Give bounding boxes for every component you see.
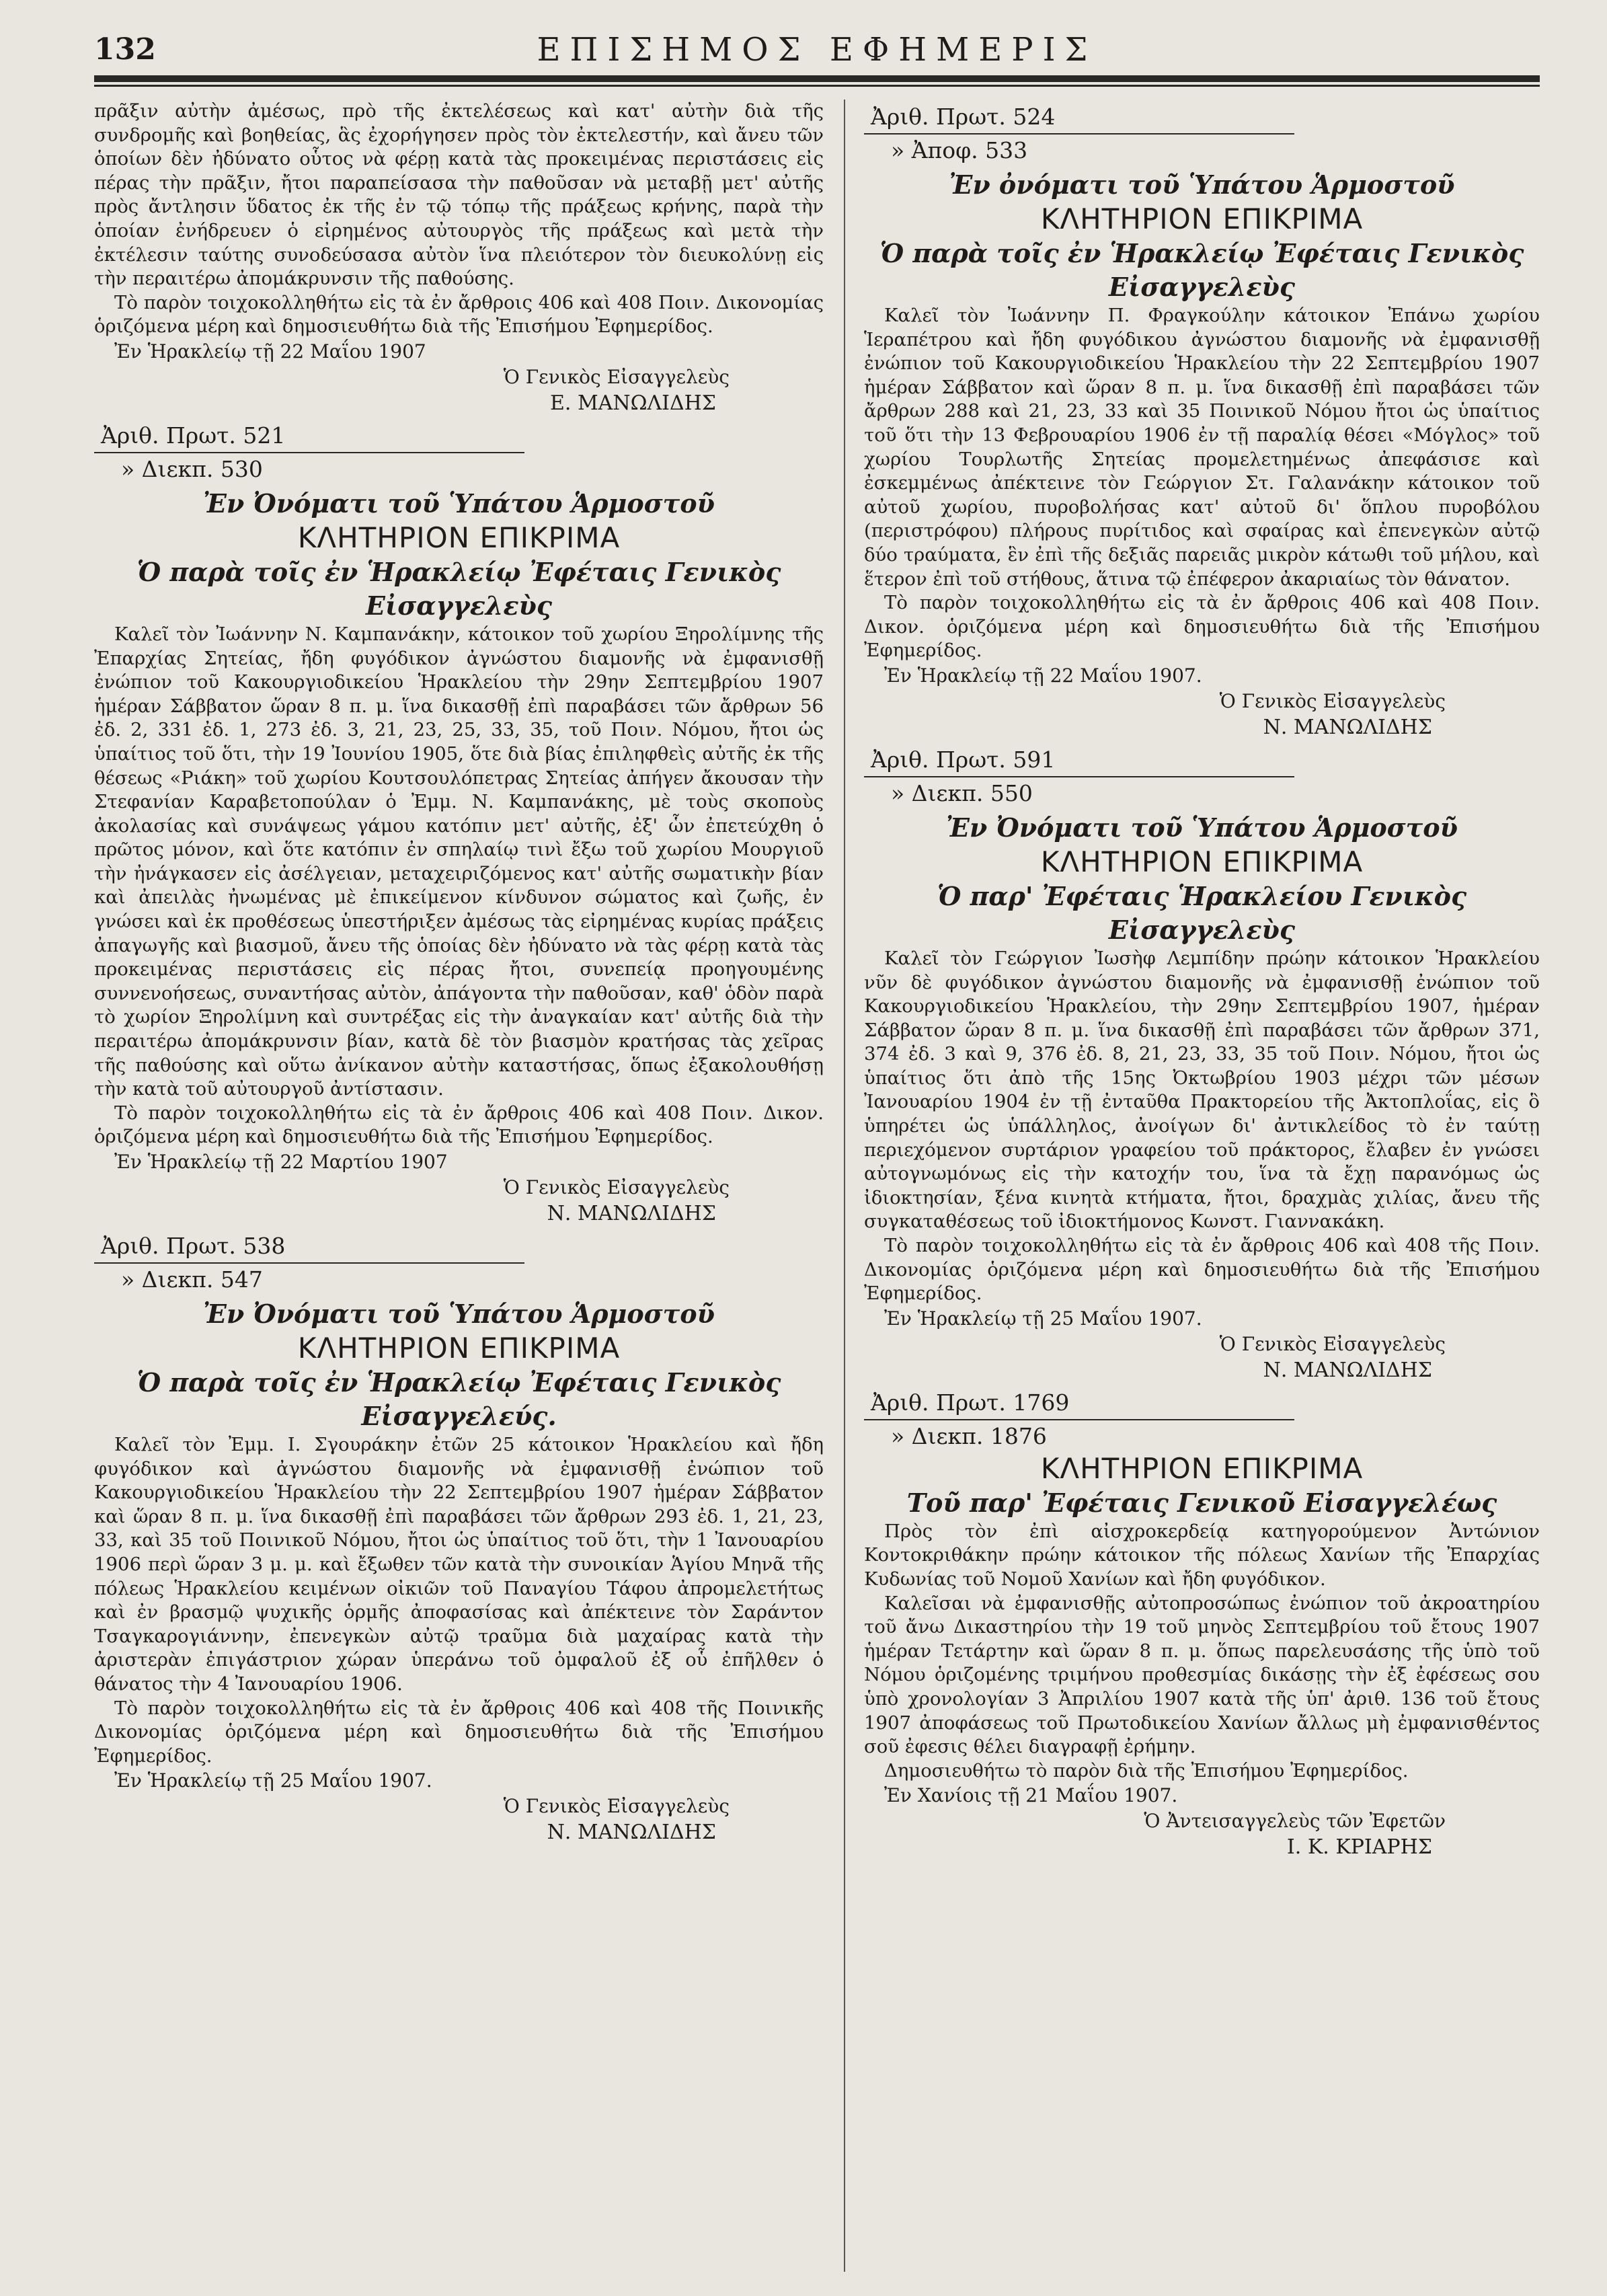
signer-title: Ὁ Γενικὸς Εἰσαγγελεὺς: [503, 1176, 730, 1198]
place-date: Ἐν Ἡρακλείῳ τῇ 25 Μαΐου 1907.: [884, 1307, 1202, 1330]
notice-posting: Τὸ παρὸν τοιχοκολληθήτω εἰς τὰ ἐν ἄρθροις 406 καὶ 408 τῆς Ποιν. Δικονομίας ὁριζόμενα μέρη καὶ δημοσιευθήτω διὰ τῆς Ἐπισήμου Ἐφημερίδος.: [864, 1235, 1540, 1305]
court-heading: ΚΛΗΤΗΡΙΟΝ ΕΠΙΚΡΙΜΑ: [1040, 845, 1364, 878]
notice-body: Πρὸς τὸν ἐπὶ αἰσχροκερδείᾳ κατηγορούμενον Ἀντώνιον Κοντοκριθάκην πρώην κάτοικον τῆς πόλεως Χανίων τῆς Ἐπαρχίας Κυδωνίας τοῦ Νομοῦ Χανίων καὶ ἤδη φυγόδικον.: [864, 1520, 1540, 1590]
continuation-posting: Τὸ παρὸν τοιχοκολληθήτω εἰς τὰ ἐν ἄρθροις 406 καὶ 408 Ποιν. Δικονομίας ὁριζόμενα μέρη καὶ δημοσιευθήτω διὰ τῆς Ἐπισήμου Ἐφημερίδος.: [94, 291, 824, 338]
notice-body-summons: Καλεῖσαι νὰ ἐμφανισθῇς αὐτοπροσώπως ἐνώπιον τοῦ ἀκροατηρίου τοῦ ἄνω Δικαστηρίου τὴν 19 τοῦ μηνὸς Σεπτεμβρίου τοῦ ἔτους 1907 ἡμέραν Τετάρτην καὶ ὥραν 8 π. μ. ὅπως παρελευσάσης τῆς ὑπὸ τοῦ Νόμου ὁριζομένης τριμήνου προθεσμίας δικάσῃς τὴν ἐξ ἐφέσεως σου ὑπὸ χρονολογίαν 3 Ἀπριλίου 1907 κατὰ τῆς ὑπ' ἀριθ. 136 τοῦ ἔτους 1907 ἀποφάσεως τοῦ Πρωτοδικείου Χανίων ἄλλως μὴ ἐμφανισθέντος σοῦ ἐφεσις θέλει διαγραφῇ ἐρήμην.: [864, 1592, 1540, 1758]
protocol-number: Ἀριθ. Πρωτ. 521: [101, 422, 286, 449]
place-date: Ἐν Ἡρακλείῳ τῇ 22 Μαρτίου 1907: [114, 1151, 448, 1173]
notice-body: Καλεῖ τὸν Ἰωάννην Ν. Καμπανάκην, κάτοικον τοῦ χωρίου Ξηρολίμνης τῆς Ἐπαρχίας Σητείας, ἤδη φυγόδικον ἀγνώστου διαμονῆς νὰ ἐμφανισθῇ ἐνώπιον τοῦ Κακουργιοδικείου Ἡρακλείου τὴν 29ην Σεπτεμβρίου 1907 ἡμέραν Σάββατον ὥραν 8 π. μ. ἵνα δικασθῇ ἐπὶ παραβάσει τῶν ἄρθρων 56 ἐδ. 2, 331 ἐδ. 1, 273 ἐδ. 3, 21, 23, 25, 33, 35, τοῦ Ποιν. Νόμου, ἤτοι ὡς ὑπαίτιος τοῦ ὅτι, τὴν 19 Ἰουνίου 1905, ὅτε διὰ βίας ἐπιληφθεὶς αὐτῆς ἐκ τῆς θέσεως «Ριάκη» τοῦ χωρίου Κουτσουλόπετρας Σητείας ἀπήγεν ἄκουσαν τὴν Στεφανίαν Καραβετοπούλαν ὁ Ἐμμ. Ν. Καμπανάκης, μὲ τοὺς σκοποὺς ἀκολασίας καὶ συνάψεως γάμου κατόπιν μετ' αὐτῆς, ἐξ' ὧν ἐπετεύχθη ὁ πρῶτος μόνον, καὶ ὅτε κατόπιν ἐν σπηλαίῳ τινὶ ἔξω τοῦ χωρίου Μουργιοῦ τὴν ἠνάγκασεν εἰς ἀσέλγειαν, μεταχειριζόμενος κατ' αὐτῆς σωματικὴν βίαν καὶ ἀπειλὰς ἠνωμένας μὲ ἐπικείμενον κίνδυνον σώματος καὶ ζωῆς, ἐν γνώσει καὶ ἐκ προθέσεως ὑπεστήριξεν ἀμέσως τὰς εἰρημένας κυρίας πράξεις ἀπαγωγῆς καὶ βιασμοῦ, ἄνευ τῆς ὁποίας δὲν ἠδύνατο νὰ τὰς φέρῃ κατὰ τὰς προκειμένας περιστάσεις εἰς πέρας ἤτοι, συνεπείᾳ προηγουμένης συννενοήσεως, συναντήσας αὐτὸν, ἀπάγοντα τὴν παθοῦσαν, καθ' ὁδὸν παρὰ τὸ χωρίον Ξηρολίμνη καὶ συντρέξας εἰς τὴν ἀναγκαίαν κατ' αὐτῆς διὰ τὴν περαιτέρω ἀπομάκρυνσιν βίαν, κατὰ δὲ τὸν βιασμὸν κρατήσας τὰς χεῖρας τῆς παθούσης καὶ οὕτω ἀνίκανον αὐτὴν καταστήσας, ὅπως ἐξακολουθήσῃ τὴν κατὰ τοῦ αὐτουργοῦ ἀντίστασιν.: [94, 623, 824, 1100]
notice-body: Καλεῖ τὸν Ἰωάννην Π. Φραγκούλην κάτοικον Ἐπάνω χωρίου Ἱεραπέτρου καὶ ἤδη φυγόδικου ἀγνώστου διαμονῆς νὰ ἐμφανισθῇ ἐνώπιον τοῦ Κακουργιοδικείου Ἡρακλείου τὴν 22 Σεπτεμβρίου 1907 ἡμέραν Σάββατον καὶ ὥραν 8 π. μ. ἵνα δικασθῇ ἐπὶ παραβάσει τῶν ἄρθρων 288 καὶ 21, 23, 33 καὶ 35 Ποινικοῦ Νόμου ἤτοι ὡς ὑπαίτιος τοῦ ὅτι τὴν 13 Φεβρουαρίου 1906 ἐν τῇ παραλίᾳ θέσει «Μόγλος» τοῦ χωρίου Τουρλωτῆς Σητείας προμελετημένως ἀπεφάσισε καὶ ἐσκεμμένως ἀπέκτεινε τὸν Γεώργιον Στ. Γαλανάκην κάτοικον τοῦ αὐτοῦ χωρίου, πυροβολήσας κατ' αὐτοῦ δι' ὅπλου πυροβόλου (περιστρόφου) πλήρους πυρίτιδος καὶ σφαίρας καὶ ἐπενεγκὼν αὐτῷ δύο τραύματα, ἓν ἐπὶ τῆς δεξιᾶς παρειᾶς μικρὸν κάτωθι τοῦ μήλου, καὶ ἕτερον ἐπὶ τοῦ στήθους, ἅτινα τῷ ἐπέφερον ἀκαριαίως τὸν θάνατον.: [864, 305, 1540, 590]
left-column: [94, 100, 824, 2272]
protocol-number: Ἀριθ. Πρωτ. 524: [871, 104, 1056, 130]
ref-rule: [94, 1262, 524, 1264]
in-name-heading: Ἐν Ὀνόματι τοῦ Ὑπάτου Ἁρμοστοῦ: [203, 488, 715, 519]
place-date: Ἐν Χανίοις τῇ 21 Μαΐου 1907.: [884, 1784, 1178, 1807]
continuation-signer-title: Ὁ Γενικὸς Εἰσαγγελεὺς: [503, 365, 730, 388]
ruling-number: » Διεκπ. 547: [121, 1266, 263, 1293]
ref-rule: [864, 133, 1294, 135]
ruling-number: » Διεκπ. 530: [121, 455, 263, 482]
signer-name: Ν. ΜΑΝΩΛΙΔΗΣ: [547, 1202, 716, 1225]
signer-name: Ν. ΜΑΝΩΛΙΔΗΣ: [1263, 715, 1432, 739]
in-name-heading: Ἐν ὀνόματι τοῦ Ὑπάτου Ἁρμοστοῦ: [949, 169, 1455, 200]
notice-body: Καλεῖ τὸν Ἐμμ. Ι. Σγουράκην ἐτῶν 25 κάτοικον Ἡρακλείου καὶ ἤδη φυγόδικον καὶ ἀγνώστου διαμονῆς νὰ ἐμφανισθῇ ἐνώπιον τοῦ Κακουργιοδικείου Ἡρακλείου τὴν 22 Σεπτεμβρίου 1907 ἡμέραν Σάββατον καὶ ὥραν 8 π. μ. ἵνα δικασθῇ ἐπὶ παραβάσει τῶν ἄρθρων 293 ἐδ. 1, 21, 23, 33, καὶ 35 τοῦ Ποινικοῦ Νόμου, ἤτοι ὡς ὑπαίτιος τοῦ ὅτι, τὴν 1 Ἰανουαρίου 1906 περὶ ὥραν 3 μ. μ. καὶ ἔξωθεν τῶν κατὰ τὴν συνοικίαν Ἁγίου Μηνᾶ τῆς πόλεως Ἡρακλείου κειμένων οἰκιῶν τοῦ Παναγίου Τάφου ἀπρομελετήτως καὶ ἐν βρασμῷ ψυχικῆς ὁρμῆς ἀποφασίσας καὶ ἀπέκτεινε τὸν Σαράντον Τσαγκαρογιάννην, ἐπενεγκὼν αὐτῷ τραῦμα διὰ μαχαίρας κατὰ τὴν ἀριστερὰν ἐπιγάστριον χώραν ὑπεράνω τοῦ ὀμφαλοῦ ἐξ οὗ ἐπῆλθεν ὁ θάνατος τὴν 4 Ἰανουαρίου 1906.: [94, 1434, 824, 1695]
journal-title: ΕΠΙΣΗΜΟΣ ΕΦΗΜΕΡΙΣ: [537, 31, 1097, 69]
signer-title: Ὁ Γενικὸς Εἰσαγγελεὺς: [1219, 689, 1446, 712]
page-number: 132: [94, 32, 156, 67]
signer-name: Ι. Κ. ΚΡΙΑΡΗΣ: [1286, 1835, 1432, 1860]
ref-rule: [94, 452, 524, 453]
notice-posting: Δημοσιευθήτω τὸ παρὸν διὰ τῆς Ἐπισήμου Ἐφημερίδος.: [884, 1759, 1409, 1782]
notice-524: [864, 102, 1540, 741]
column-divider: [844, 100, 845, 2272]
office-heading: Ὁ παρὰ τοῖς ἐν Ἡρακλείῳ Ἐφέταις Γενικὸς Εἰσαγγελεὺς: [879, 238, 1524, 302]
notice-538: [94, 1231, 824, 1846]
signer-title: Ὁ Γενικὸς Εἰσαγγελεὺς: [1219, 1332, 1446, 1355]
notice-posting: Τὸ παρὸν τοιχοκολληθήτω εἰς τὰ ἐν ἄρθροις 406 καὶ 408 τῆς Ποινικῆς Δικονομίας ὁριζόμενα μέρη καὶ δημοσιευθήτω διὰ τῆς Ἐπισήμου Ἐφημερίδος.: [94, 1697, 824, 1767]
notice-521: [94, 421, 824, 1227]
signer-title: Ὁ Γενικὸς Εἰσαγγελεὺς: [503, 1795, 730, 1818]
signer-name: Ν. ΜΑΝΩΛΙΔΗΣ: [547, 1821, 716, 1845]
continuation-signer-name: Ε. ΜΑΝΩΛΙΔΗΣ: [549, 391, 716, 415]
page-header: [94, 27, 1540, 94]
office-heading: Ὁ παρ' Ἐφέταις Ἡρακλείου Γενικὸς Εἰσαγγελεὺς: [937, 880, 1467, 945]
continuation-paragraph: πρᾶξιν αὐτὴν ἀμέσως, πρὸ τῆς ἐκτελέσεως καὶ κατ' αὐτὴν διὰ τῆς συνδρομῆς καὶ βοηθείας, ἃς ἐχορήγησεν πρὸς τὸν ἐκτελεστήν, καὶ ἄνευ τῶν ὁποίων δὲν ἠδύνατο οὗτος νὰ φέρῃ κατὰ τὰς προκειμένας περιστάσεις εἰς πέρας τὴν πρᾶξιν, ἤτοι παραπείσασα τὴν παθοῦσαν νὰ μεταβῇ μετ' αὐτῆς πρὸς ἄντλησιν ὕδατος ἐκ τῆς ἐν τῷ τόπῳ τῆς πράξεως κρήνης, παρὰ τὴν ὁποίαν ἐνήδρευεν ὁ εἰρημένος αὐτουργὸς τῆς πράξεως καὶ μετὰ τὴν ἐκτέλεσιν ταύτης συνοδεύσασα αὐτὸν ἵνα πλειότερον τὸν διευκολύνῃ εἰς τὴν περαιτέρω ἀπομάκρυνσιν τῆς παθούσης.: [94, 100, 824, 290]
header-rule: [94, 75, 1540, 82]
office-heading: Τοῦ παρ' Ἐφέταις Γενικοῦ Εἰσαγγελέως: [906, 1487, 1497, 1518]
ref-rule: [864, 1419, 1294, 1420]
right-column: [864, 100, 1540, 2272]
ref-rule: [864, 776, 1294, 777]
notice-1769: [864, 1388, 1540, 1862]
protocol-number: Ἀριθ. Πρωτ. 538: [101, 1233, 286, 1259]
notice-posting: Τὸ παρὸν τοιχοκολληθήτω εἰς τὰ ἐν ἄρθροις 406 καὶ 408 Ποιν. Δικον. ὁριζόμενα μέρη καὶ δημοσιευθήτω διὰ τῆς Ἐπισήμου Ἐφημερίδος.: [864, 592, 1540, 662]
signer-title: Ὁ Ἀντεισαγγελεὺς τῶν Ἐφετῶν: [1144, 1810, 1446, 1833]
place-date: Ἐν Ἡρακλείῳ τῇ 22 Μαΐου 1907.: [884, 664, 1202, 687]
signer-name: Ν. ΜΑΝΩΛΙΔΗΣ: [1263, 1358, 1432, 1382]
notice-body: Καλεῖ τὸν Γεώργιον Ἰωσὴφ Λεμπίδην πρώην κάτοικον Ἡρακλείου νῦν δὲ φυγόδικον ἀγνώστου διαμονῆς νὰ ἐμφανισθῇ ἐνώπιον τοῦ Κακουργιοδικείου Ἡρακλείου, τὴν 29ην Σεπτεμβρίου 1907, ἡμέραν Σάββατον ὥραν 8 π. μ. ἵνα δικασθῇ ἐπὶ παραβάσει τῶν ἄρθρων 371, 374 ἐδ. 3 καὶ 9, 376 ἐδ. 8, 21, 23, 33, 35 τοῦ Ποιν. Νόμου, ἤτοι ὡς ὑπαίτιος ὅτι ἀπὸ τῆς 15ης Ὀκτωβρίου 1903 μέχρι τῶν μέσων Ἰανουαρίου 1904 ἐν τῇ ἐνταῦθα Πρακτορείου τῆς Ἀκτοπλοΐας, εἰς ὃ ὑπηρέτει ὡς ὑπάλληλος, ἀνοίγων δι' ἀντικλείδος τὸ ἐν ταύτῃ περιεχόμενον συρτάριον γραφείου τοῦ πράκτορος, ἔλαβεν ἐν γνώσει αὐτογνωμόνως εἰς τὴν κατοχήν του, ἵνα τὰ ἔχῃ παρανόμως ὡς ἰδιοκτησίαν, ξένα κινητὰ κτήματα, ἤτοι, δραχμὰς χιλίας, ἄνευ τῆς συγκαταθέσεως τοῦ ἰδιοκτήμονος Κωνστ. Γιαννακάκη.: [864, 947, 1540, 1233]
continued-notice: [94, 100, 824, 417]
protocol-number: Ἀριθ. Πρωτ. 591: [871, 746, 1056, 773]
court-heading: ΚΛΗΤΗΡΙΟΝ ΕΠΙΚΡΙΜΑ: [1040, 202, 1364, 235]
court-heading: ΚΛΗΤΗΡΙΟΝ ΕΠΙΚΡΙΜΑ: [1040, 1451, 1364, 1485]
header-rule-thin: [94, 85, 1540, 87]
place-date: Ἐν Ἡρακλείῳ τῇ 25 Μαΐου 1907.: [114, 1769, 432, 1792]
in-name-heading: Ἐν Ὀνόματι τοῦ Ὑπάτου Ἁρμοστοῦ: [946, 812, 1458, 843]
office-heading: Ὁ παρὰ τοῖς ἐν Ἡρακλείῳ Ἐφέταις Γενικὸς Εἰσαγγελεύς.: [136, 1367, 781, 1431]
notice-591: [864, 745, 1540, 1384]
ruling-number: » Ἀποφ. 533: [891, 137, 1028, 163]
office-heading: Ὁ παρὰ τοῖς ἐν Ἡρακλείῳ Ἐφέταις Γενικὸς Εἰσαγγελεὺς: [136, 556, 781, 621]
notice-posting: Τὸ παρὸν τοιχοκολληθήτω εἰς τὰ ἐν ἄρθροις 406 καὶ 408 Ποιν. Δικον. ὁριζόμενα μέρη καὶ δημοσιευθήτω διὰ τῆς Ἐπισήμου Ἐφημερίδος.: [94, 1102, 824, 1148]
continuation-place-date: Ἐν Ἡρακλείῳ τῇ 22 Μαΐου 1907: [114, 340, 426, 362]
protocol-number: Ἀριθ. Πρωτ. 1769: [871, 1389, 1070, 1416]
in-name-heading: Ἐν Ὀνόματι τοῦ Ὑπάτου Ἁρμοστοῦ: [203, 1299, 715, 1329]
court-heading: ΚΛΗΤΗΡΙΟΝ ΕΠΙΚΡΙΜΑ: [297, 521, 621, 554]
ruling-number: » Διεκπ. 550: [891, 779, 1033, 806]
ruling-number: » Διεκπ. 1876: [891, 1422, 1047, 1449]
court-heading: ΚΛΗΤΗΡΙΟΝ ΕΠΙΚΡΙΜΑ: [297, 1332, 621, 1365]
